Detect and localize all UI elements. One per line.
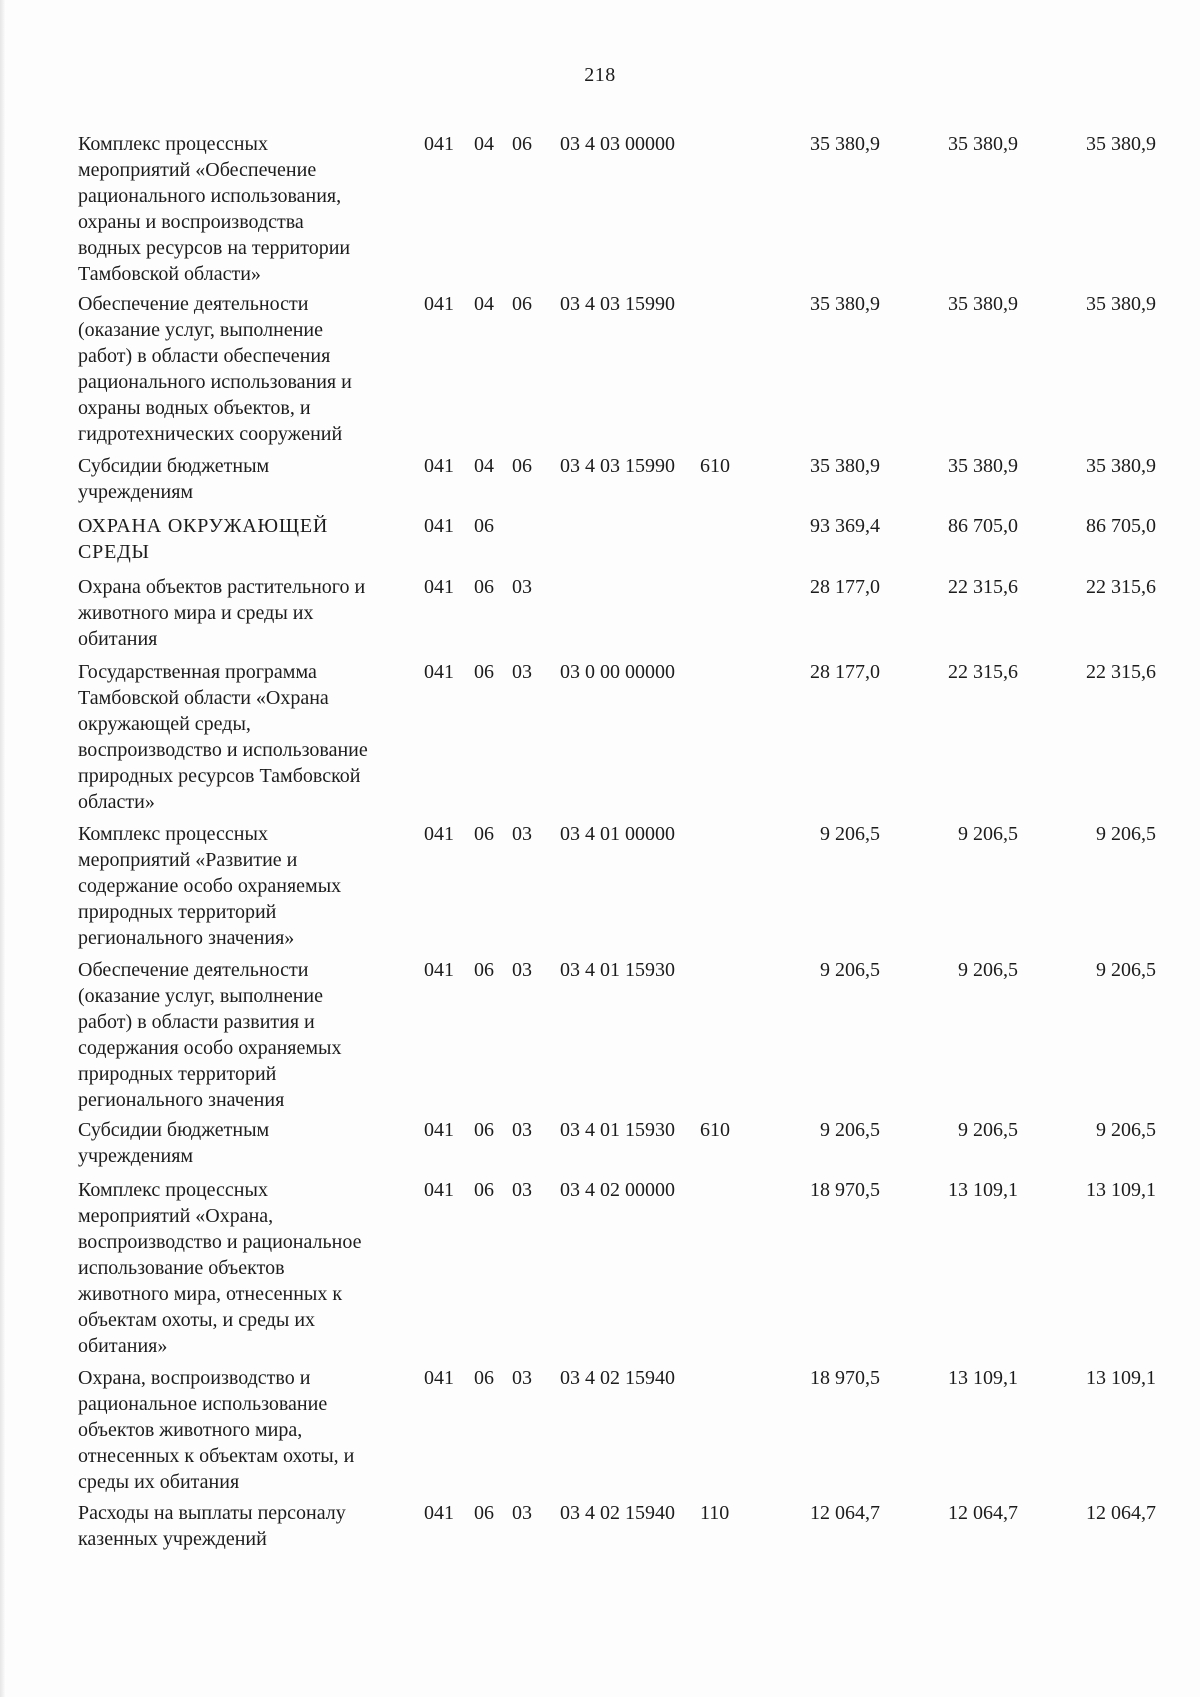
section-code: 06 [474,576,494,598]
amount-year-3: 13 109,1 [1086,1367,1156,1389]
section-code: 06 [474,1367,494,1389]
ved-code: 041 [424,293,454,315]
amount-year-1: 9 206,5 [820,823,880,845]
row-name: Расходы на выплаты персоналу казенных учреждений [78,1502,346,1550]
row-name: Обеспечение деятельности (оказание услуг, выполнение работ) в области обеспечения рационального использования и охраны водных объектов, и гидротехнических сооружений [78,293,352,445]
ved-code: 041 [424,515,454,537]
amount-year-1: 35 380,9 [810,133,880,155]
ved-code: 041 [424,133,454,155]
amount-year-2: 12 064,7 [948,1502,1018,1524]
amount-year-1: 12 064,7 [810,1502,880,1524]
amount-year-2: 9 206,5 [958,823,1018,845]
subsection-code: 03 [512,959,532,981]
subsection-code: 03 [512,823,532,845]
amount-year-3: 22 315,6 [1086,661,1156,683]
amount-year-2: 35 380,9 [948,293,1018,315]
amount-year-2: 9 206,5 [958,959,1018,981]
subsection-code: 03 [512,1179,532,1201]
section-code: 06 [474,661,494,683]
amount-year-3: 22 315,6 [1086,576,1156,598]
row-name: Охрана объектов растительного и животного мира и среды их обитания [78,576,366,650]
subsection-code: 03 [512,576,532,598]
section-code: 06 [474,823,494,845]
amount-year-3: 9 206,5 [1096,959,1156,981]
section-code: 06 [474,1179,494,1201]
amount-year-2: 22 315,6 [948,576,1018,598]
row-name: ОХРАНА ОКРУЖАЮЩЕЙ СРЕДЫ [78,515,329,563]
amount-year-2: 9 206,5 [958,1119,1018,1141]
ved-code: 041 [424,576,454,598]
ved-code: 041 [424,455,454,477]
amount-year-3: 9 206,5 [1096,823,1156,845]
amount-year-1: 9 206,5 [820,959,880,981]
amount-year-3: 35 380,9 [1086,293,1156,315]
amount-year-2: 35 380,9 [948,455,1018,477]
page-number: 218 [584,64,616,86]
ved-code: 041 [424,823,454,845]
row-name: Субсидии бюджетным учреждениям [78,455,270,503]
subsection-code: 03 [512,661,532,683]
amount-year-3: 9 206,5 [1096,1119,1156,1141]
amount-year-1: 18 970,5 [810,1179,880,1201]
row-name: Комплекс процессных мероприятий «Развитие и содержание особо охраняемых природных территорий регионального значения» [78,823,342,949]
amount-year-2: 35 380,9 [948,133,1018,155]
section-code: 06 [474,959,494,981]
amount-year-2: 86 705,0 [948,515,1018,537]
subsection-code: 03 [512,1119,532,1141]
section-code: 06 [474,515,494,537]
target-article-code: 03 4 01 15930 [560,959,675,981]
target-article-code: 03 4 03 00000 [560,133,675,155]
ved-code: 041 [424,661,454,683]
ved-code: 041 [424,959,454,981]
ved-code: 041 [424,1502,454,1524]
subsection-code: 03 [512,1502,532,1524]
target-article-code: 03 4 02 15940 [560,1367,675,1389]
section-code: 04 [474,133,494,155]
subsection-code: 06 [512,133,532,155]
row-name: Охрана, воспроизводство и рациональное использование объектов животного мира, отнесенных к объектам охоты, и среды их обитания [78,1367,355,1493]
row-name: Государственная программа Тамбовской области «Охрана окружающей среды, воспроизводство и использование природных ресурсов Тамбовской области» [78,661,368,813]
section-code: 04 [474,293,494,315]
target-article-code: 03 4 02 15940 [560,1502,675,1524]
expense-type-code: 610 [700,455,730,477]
amount-year-3: 12 064,7 [1086,1502,1156,1524]
amount-year-1: 35 380,9 [810,455,880,477]
amount-year-1: 9 206,5 [820,1119,880,1141]
subsection-code: 06 [512,455,532,477]
row-name: Комплекс процессных мероприятий «Обеспечение рационального использования, охраны и воспроизводства водных ресурсов на территории Тамбовской области» [78,133,351,285]
ved-code: 041 [424,1179,454,1201]
ved-code: 041 [424,1367,454,1389]
scan-edge-shadow [0,0,6,1697]
target-article-code: 03 4 03 15990 [560,455,675,477]
amount-year-1: 35 380,9 [810,293,880,315]
amount-year-1: 28 177,0 [810,576,880,598]
section-code: 06 [474,1119,494,1141]
subsection-code: 06 [512,293,532,315]
target-article-code: 03 4 01 15930 [560,1119,675,1141]
row-name: Субсидии бюджетным учреждениям [78,1119,270,1167]
target-article-code: 03 4 01 00000 [560,823,675,845]
amount-year-3: 13 109,1 [1086,1179,1156,1201]
subsection-code: 03 [512,1367,532,1389]
expense-type-code: 610 [700,1119,730,1141]
ved-code: 041 [424,1119,454,1141]
section-code: 04 [474,455,494,477]
target-article-code: 03 4 03 15990 [560,293,675,315]
amount-year-2: 13 109,1 [948,1179,1018,1201]
target-article-code: 03 4 02 00000 [560,1179,675,1201]
amount-year-1: 18 970,5 [810,1367,880,1389]
amount-year-1: 93 369,4 [810,515,880,537]
row-name: Комплекс процессных мероприятий «Охрана, воспроизводство и рациональное использование объектов животного мира, отнесенных к объектам охоты, и среды их обитания» [78,1179,362,1357]
amount-year-2: 13 109,1 [948,1367,1018,1389]
row-name: Обеспечение деятельности (оказание услуг, выполнение работ) в области развития и содержания особо охраняемых природных территорий регионального значения [78,959,342,1111]
amount-year-1: 28 177,0 [810,661,880,683]
amount-year-3: 35 380,9 [1086,455,1156,477]
section-code: 06 [474,1502,494,1524]
amount-year-2: 22 315,6 [948,661,1018,683]
expense-type-code: 110 [700,1502,730,1524]
amount-year-3: 86 705,0 [1086,515,1156,537]
target-article-code: 03 0 00 00000 [560,661,675,683]
amount-year-3: 35 380,9 [1086,133,1156,155]
